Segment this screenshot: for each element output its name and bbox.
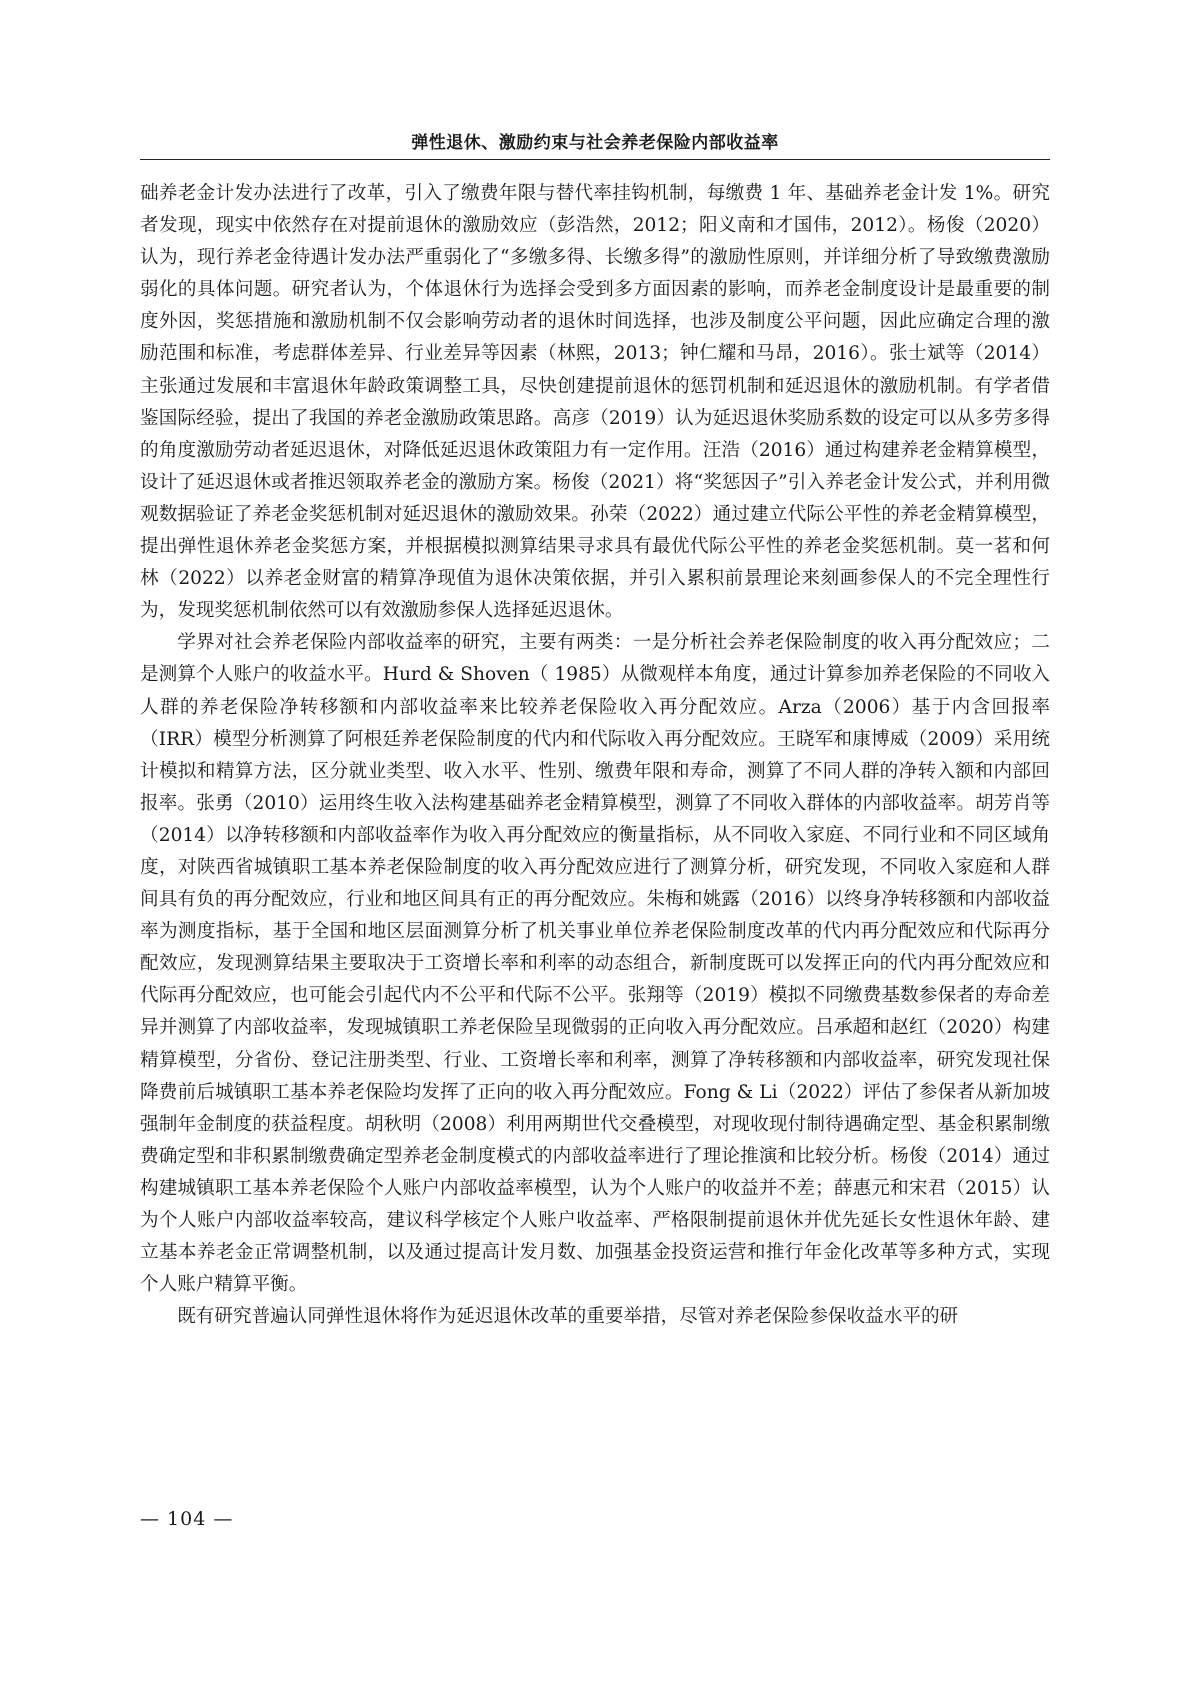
header-rule — [140, 159, 1050, 160]
running-header: 弹性退休、激励约束与社会养老保险内部收益率 — [411, 133, 779, 153]
page-number: — 104 — — [140, 1508, 234, 1530]
paragraph-1: 础养老金计发办法进行了改革，引入了缴费年限与替代率挂钩机制，每缴费 1 年、基础养老金计发 1%。研究者发现，现实中依然存在对提前退休的激励效应（彭浩然，2012；阳义南和才国伟，2012）。杨俊（2020）认为，现行养老金待遇计发办法严重弱化了“多缴多得、长缴多得”的激励性原则，并详细分析了导致缴费激励弱化的具体问题。研究者认为，个体退休行为选择会受到多方面因素的影响，而养老金制度设计是最重要的制度外因，奖惩措施和激励机制不仅会影响劳动者的退休时间选择，也涉及制度公平问题，因此应确定合理的激励范围和标准，考虑群体差异、行业差异等因素（林熙，2013；钟仁耀和马昂，2016）。张士斌等（2014）主张通过发展和丰富退休年龄政策调整工具，尽快创建提前退休的惩罚机制和延迟退休的激励机制。有学者借鉴国际经验，提出了我国的养老金激励政策思路。高彦（2019）认为延迟退休奖励系数的设定可以从多劳多得的角度激励劳动者延迟退休，对降低延迟退休政策阻力有一定作用。汪浩（2016）通过构建养老金精算模型，设计了延迟退休或者推迟领取养老金的激励方案。杨俊（2021）将“奖惩因子”引入养老金计发公式，并利用微观数据验证了养老金奖惩机制对延迟退休的激励效果。孙荣（2022）通过建立代际公平性的养老金精算模型，提出弹性退休养老金奖惩方案，并根据模拟测算结果寻求具有最优代际公平性的养老金奖惩机制。莫一茗和何林（2022）以养老金财富的精算净现值为退休决策依据，并引入累积前景理论来刻画参保人的不完全理性行为，发现奖惩机制依然可以有效激励参保人选择延迟退休。 — [140, 183, 1050, 622]
article-body — [140, 178, 1050, 1333]
paragraph-2: 学界对社会养老保险内部收益率的研究，主要有两类：一是分析社会养老保险制度的收入再分配效应；二是测算个人账户的收益水平。Hurd & Shoven（ 1985）从微观样本角度，通过计算参加养老保险的不同收入人群的养老保险净转移额和内部收益率来比较养老保险收入再分配效应。Arza（2006）基于内含回报率（IRR）模型分析测算了阿根廷养老保险制度的代内和代际收入再分配效应。王晓军和康博威（2009）采用统计模拟和精算方法，区分就业类型、收入水平、性别、缴费年限和寿命，测算了不同人群的净转入额和内部回报率。张勇（2010）运用终生收入法构建基础养老金精算模型，测算了不同收入群体的内部收益率。胡芳肖等（2014）以净转移额和内部收益率作为收入再分配效应的衡量指标，从不同收入家庭、不同行业和不同区域角度，对陕西省城镇职工基本养老保险制度的收入再分配效应进行了测算分析，研究发现，不同收入家庭和人群间具有负的再分配效应，行业和地区间具有正的再分配效应。朱梅和姚露（2016）以终身净转移额和内部收益率为测度指标，基于全国和地区层面测算分析了机关事业单位养老保险制度改革的代内再分配效应和代际再分配效应，发现测算结果主要取决于工资增长率和利率的动态组合，新制度既可以发挥正向的代内再分配效应和代际再分配效应，也可能会引起代内不公平和代际不公平。张翔等（2019）模拟不同缴费基数参保者的寿命差异并测算了内部收益率，发现城镇职工养老保险呈现微弱的正向收入再分配效应。吕承超和赵红（2020）构建精算模型，分省份、登记注册类型、行业、工资增长率和利率，测算了净转移额和内部收益率，研究发现社保降费前后城镇职工基本养老保险均发挥了正向的收入再分配效应。Fong & Li（2022）评估了参保者从新加坡强制年金制度的获益程度。胡秋明（2008）利用两期世代交叠模型，对现收现付制待遇确定型、基金积累制缴费确定型和非积累制缴费确定型养老金制度模式的内部收益率进行了理论推演和比较分析。杨俊（2014）通过构建城镇职工基本养老保险个人账户内部收益率模型，认为个人账户的收益并不差；薛惠元和宋君（2015）认为个人账户内部收益率较高，建议科学核定个人账户收益率、严格限制提前退休并优先延长女性退休年龄、建立基本养老金正常调整机制，以及通过提高计发月数、加强基金投资运营和推行年金化改革等多种方式，实现个人账户精算平衡。 — [140, 632, 1050, 1296]
paragraph-3: 既有研究普遍认同弹性退休将作为延迟退休改革的重要举措，尽管对养老保险参保收益水平的研 — [177, 1306, 959, 1328]
